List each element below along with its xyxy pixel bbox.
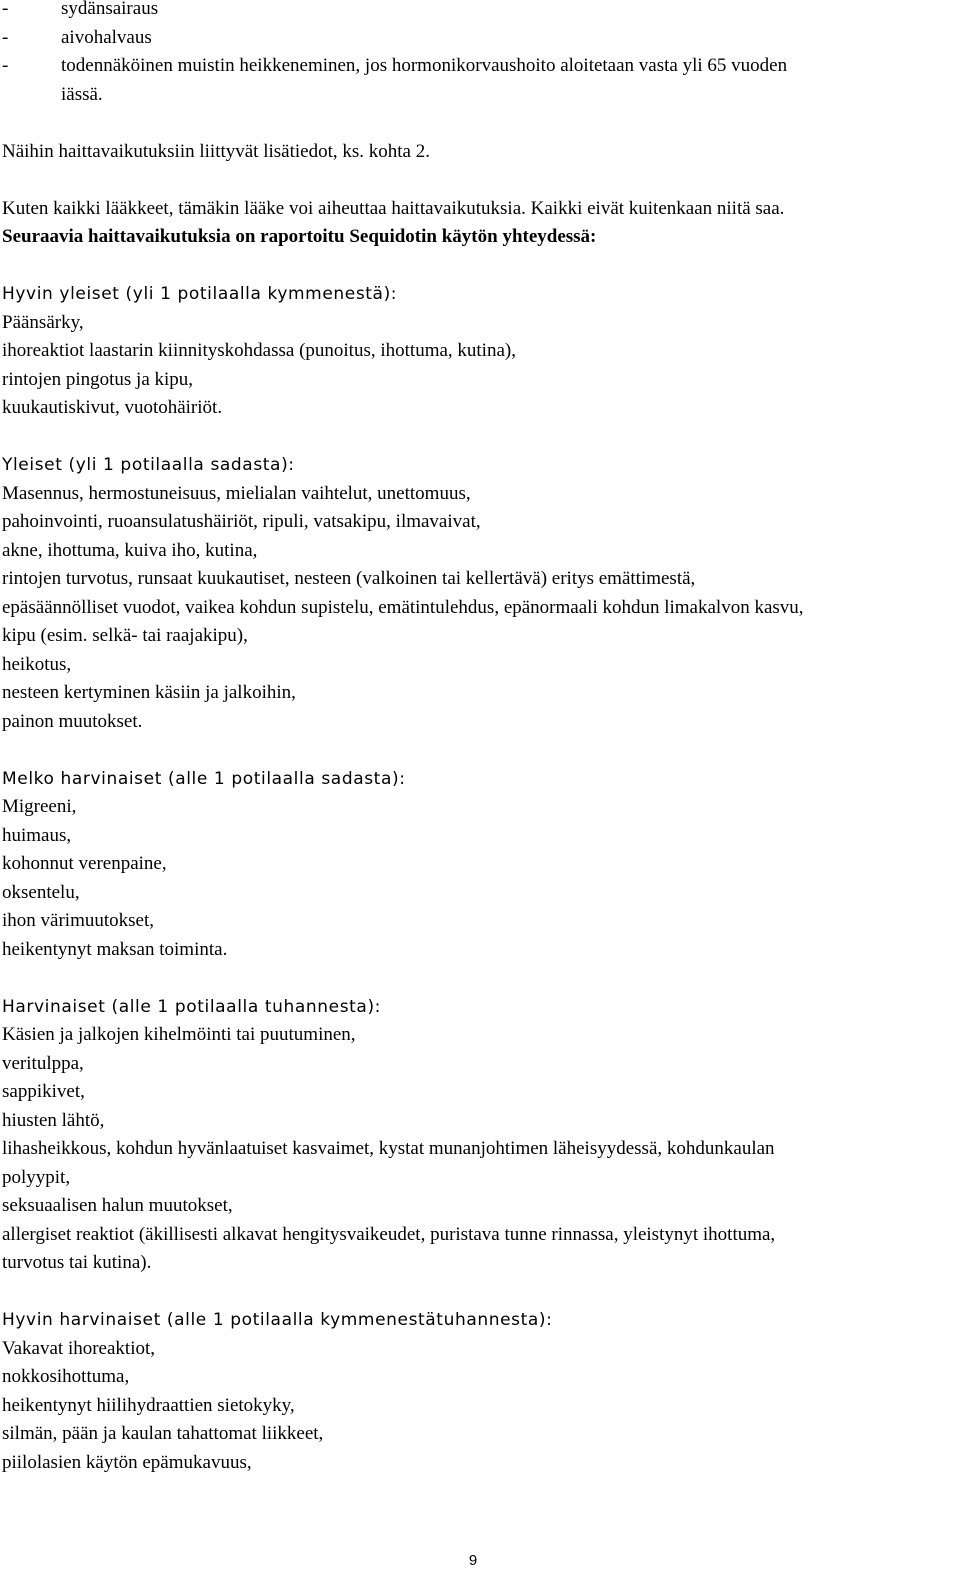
effect-line: nokkosihottuma, xyxy=(2,1366,130,1387)
bullet-item xyxy=(2,0,954,24)
document-body xyxy=(2,0,954,1477)
reported-heading: Seuraavia haittavaikutuksia on raportoitu Sequidotin käytön yhteydessä: xyxy=(2,226,597,247)
effect-line: pahoinvointi, ruoansulatushäiriöt, ripuli, vatsakipu, ilmavaivat, xyxy=(2,511,481,532)
frequency-heading-very-common: Hyvin yleiset (yli 1 potilaalla kymmenestä): xyxy=(2,284,398,304)
frequency-heading-very-rare: Hyvin harvinaiset (alle 1 potilaalla kymmenestätuhannesta): xyxy=(2,1310,553,1330)
bullet-dash: - xyxy=(2,0,9,19)
effect-line: veritulppa, xyxy=(2,1052,84,1074)
bullet-continuation: iässä. xyxy=(61,83,103,105)
effect-line: Vakavat ihoreaktiot, xyxy=(2,1337,156,1359)
effect-line: ihon värimuutokset, xyxy=(2,910,154,931)
effect-line: turvotus tai kutina). xyxy=(2,1252,152,1273)
effect-line: huimaus, xyxy=(2,824,72,846)
effect-line: kohonnut verenpaine, xyxy=(2,853,167,874)
bullet-dash: - xyxy=(2,26,9,48)
effect-line: oksentelu, xyxy=(2,881,80,903)
effect-line: epäsäännölliset vuodot, vaikea kohdun supistelu, emätintulehdus, epänormaali kohdun limakalvon kasvu, xyxy=(2,596,804,618)
page-number: 9 xyxy=(468,1552,478,1569)
effect-line: allergiset reaktiot (äkillisesti alkavat hengitysvaikeudet, puristava tunne rinnassa, yleistynyt ihottuma, xyxy=(2,1223,776,1245)
bullet-text: aivohalvaus xyxy=(61,26,152,48)
effect-line: nesteen kertyminen käsiin ja jalkoihin, xyxy=(2,682,296,703)
effect-line: silmän, pään ja kaulan tahattomat liikkeet, xyxy=(2,1423,324,1444)
bullet-text: sydänsairaus xyxy=(61,0,159,19)
effect-line: heikentynyt maksan toiminta. xyxy=(2,938,228,960)
effect-line: kipu (esim. selkä- tai raajakipu), xyxy=(2,625,248,646)
frequency-heading-uncommon: Melko harvinaiset (alle 1 potilaalla sadasta): xyxy=(2,768,406,789)
effect-line: Migreeni, xyxy=(2,796,77,817)
effect-line: ihoreaktiot laastarin kiinnityskohdassa (punoitus, ihottuma, kutina), xyxy=(2,340,516,361)
frequency-heading-common: Yleiset (yli 1 potilaalla sadasta): xyxy=(2,455,295,475)
effect-line: Päänsärky, xyxy=(2,311,84,333)
effect-line: polyypit, xyxy=(2,1166,71,1188)
effect-line: painon muutokset. xyxy=(2,710,143,732)
effect-line: sappikivet, xyxy=(2,1081,85,1102)
effect-line: akne, ihottuma, kuiva iho, kutina, xyxy=(2,539,258,561)
general-note: Kuten kaikki lääkkeet, tämäkin lääke voi aiheuttaa haittavaikutuksia. Kaikki eivät kuitenkaan niitä saa. xyxy=(2,197,785,219)
effect-line: Käsien ja jalkojen kihelmöinti tai puutuminen, xyxy=(2,1024,356,1045)
effect-line: heikentynyt hiilihydraattien sietokyky, xyxy=(2,1394,295,1416)
effect-line: hiusten lähtö, xyxy=(2,1109,105,1131)
bullet-dash: - xyxy=(2,55,9,76)
effect-line: seksuaalisen halun muutokset, xyxy=(2,1195,233,1216)
frequency-heading-rare: Harvinaiset (alle 1 potilaalla tuhannesta): xyxy=(2,996,381,1017)
effect-line: rintojen pingotus ja kipu, xyxy=(2,368,194,390)
bullet-item xyxy=(2,24,954,53)
effect-line: heikotus, xyxy=(2,653,72,675)
effect-line: lihasheikkous, kohdun hyvänlaatuiset kasvaimet, kystat munanjohtimen läheisyydessä, kohdunkaulan xyxy=(2,1138,775,1159)
reference-note: Näihin haittavaikutuksiin liittyvät lisätiedot, ks. kohta 2. xyxy=(2,140,430,162)
effect-line: piilolasien käytön epämukavuus, xyxy=(2,1451,252,1473)
bullet-text: todennäköinen muistin heikkeneminen, jos hormonikorvaushoito aloitetaan vasta yli 65 vuoden xyxy=(61,55,788,76)
effect-line: rintojen turvotus, runsaat kuukautiset, nesteen (valkoinen tai kellertävä) eritys emättimestä, xyxy=(2,568,696,589)
bullet-item xyxy=(2,52,954,81)
effect-line: Masennus, hermostuneisuus, mielialan vaihtelut, unettomuus, xyxy=(2,482,471,504)
effect-line: kuukautiskivut, vuotohäiriöt. xyxy=(2,397,223,418)
